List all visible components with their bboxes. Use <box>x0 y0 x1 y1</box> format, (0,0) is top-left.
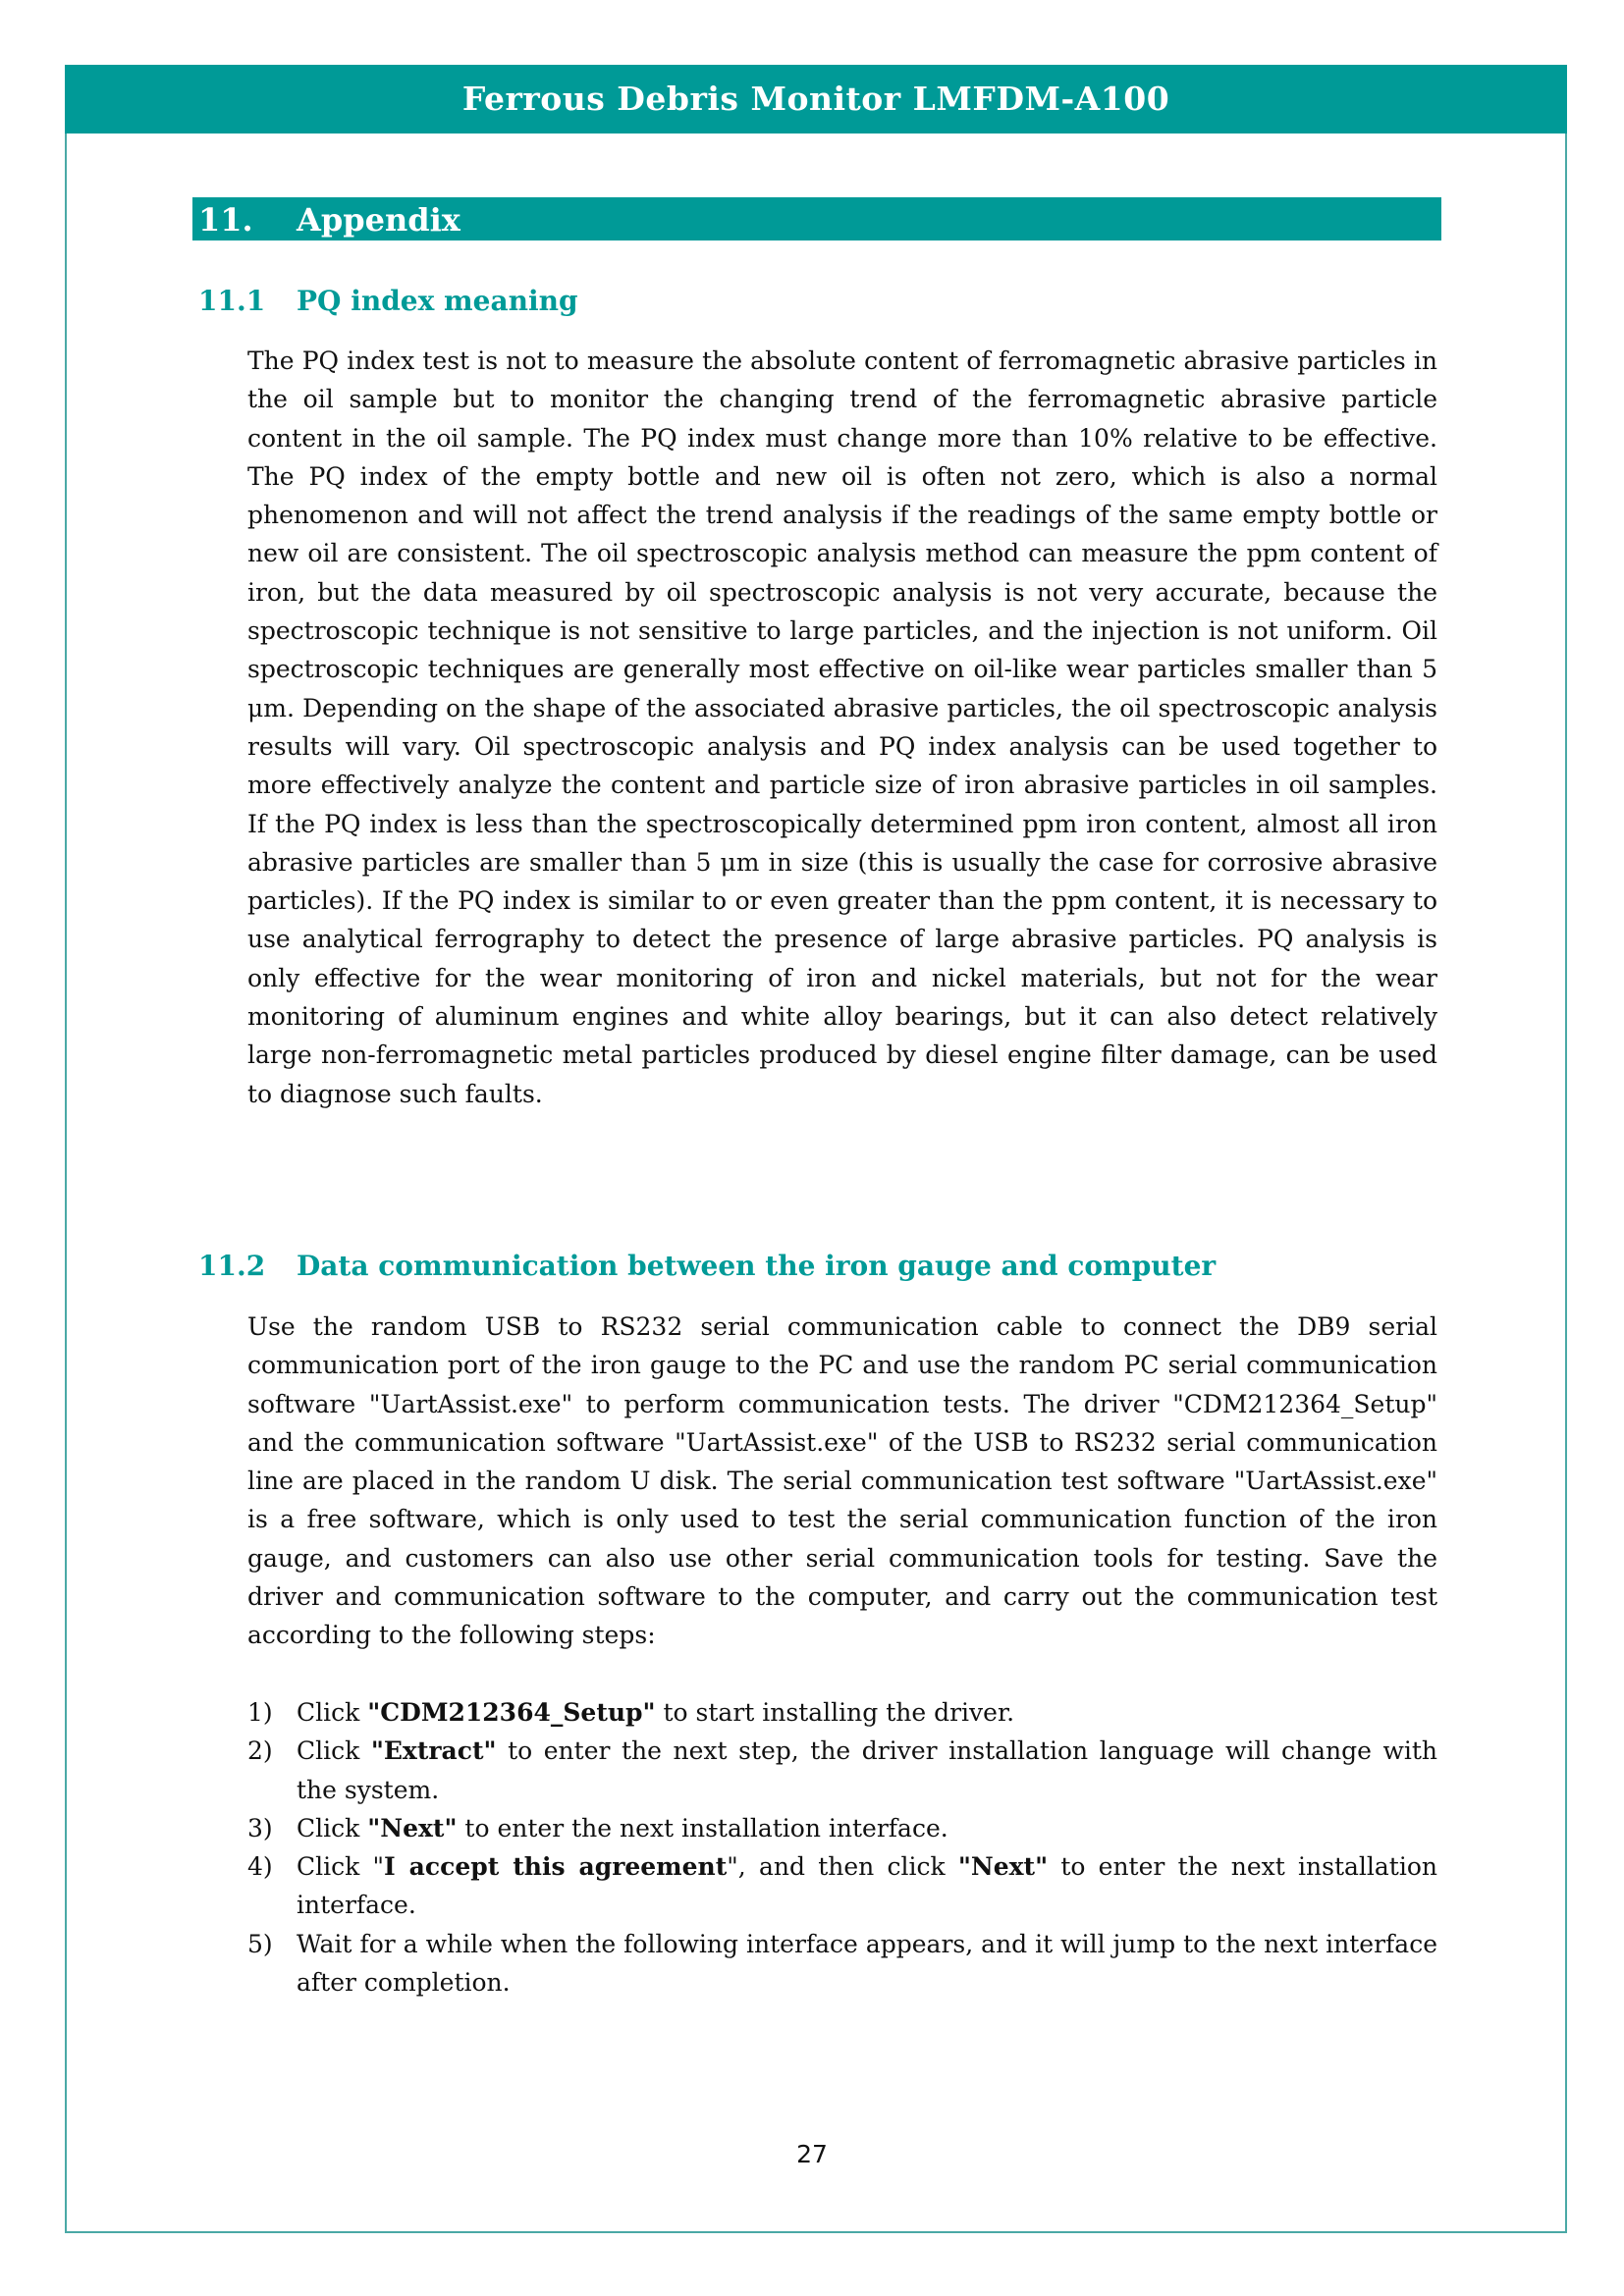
data-communication-paragraph: Use the random USB to RS232 serial communication cable to connect the DB9 serial communication port of the iron gauge to the PC and use the random PC serial communication software "UartAssist.exe" to perform communication tests. The driver "CDM212364_Setup" and the communication software "UartAssist.exe" of the USB to RS232 serial communication line are placed in the random U disk. The serial communication test software "UartAssist.exe" is a free software, which is only used to test the serial communication function of the iron gauge, and customers can also use other serial communication tools for testing. Save the driver and communication software to the computer, and carry out the communication test according to the following steps: <box>247 1312 1437 1650</box>
step-text: ", and then click <box>727 1852 958 1882</box>
section-heading <box>192 197 1441 240</box>
step-number: 1) <box>247 1698 273 1727</box>
step-text: Click <box>297 1813 368 1842</box>
step-text: to enter the next step, the driver installation language will change with the system. <box>297 1736 1438 1804</box>
subsection-number: 11.1 <box>198 285 266 317</box>
step-number: 2) <box>247 1736 273 1766</box>
step-emphasis: "Next" <box>957 1852 1049 1882</box>
step-text: Click <box>297 1736 371 1766</box>
list-item <box>247 1809 1437 1847</box>
step-text: Wait for a while when the following interface appears, and it will jump to the next interface after completion. <box>297 1929 1437 1998</box>
step-emphasis: "Next" <box>367 1813 458 1842</box>
section-number: 11. <box>198 201 253 239</box>
step-text: to enter the next installation interface. <box>457 1813 948 1842</box>
list-item <box>247 1925 1437 2002</box>
step-number: 3) <box>247 1813 273 1842</box>
step-text: Click " <box>297 1852 384 1882</box>
subsection-number: 11.2 <box>198 1250 266 1282</box>
document-title: Ferrous Debris Monitor LMFDM-A100 <box>461 80 1170 118</box>
step-text: to enter the next installation interface. <box>297 1852 1437 1920</box>
step-emphasis: I accept this agreement <box>384 1852 728 1882</box>
step-emphasis: "CDM212364_Setup" <box>367 1698 656 1727</box>
list-item <box>247 1732 1437 1809</box>
section-title: Appendix <box>297 201 460 239</box>
list-item <box>247 1693 1437 1732</box>
step-text: to start installing the driver. <box>655 1698 1015 1727</box>
step-emphasis: "Extract" <box>370 1736 497 1766</box>
step-text: Click <box>297 1698 368 1727</box>
subsection-title: Data communication between the iron gauge and computer <box>297 1250 1217 1282</box>
page-number: 27 <box>796 2140 828 2168</box>
subsection-title: PQ index meaning <box>297 285 578 317</box>
step-number: 4) <box>247 1852 273 1882</box>
installation-steps <box>247 1693 1437 2002</box>
list-item <box>247 1847 1437 1925</box>
pq-index-paragraph: The PQ index test is not to measure the absolute content of ferromagnetic abrasive particles in the oil sample but to monitor the changing trend of the ferromagnetic abrasive particle content in the oil sample. The PQ index must change more than 10% relative to be effective. The PQ index of the empty bottle and new oil is often not zero, which is also a normal phenomenon and will not affect the trend analysis if the readings of the same empty bottle or new oil are consistent. The oil spectroscopic analysis method can measure the ppm content of iron, but the data measured by oil spectroscopic analysis is not very accurate, because the spectroscopic technique is not sensitive to large particles, and the injection is not uniform. Oil spectroscopic techniques are generally most effective on oil-like wear particles smaller than 5 μm. Depending on the shape of the associated abrasive particles, the oil spectroscopic analysis results will vary. Oil spectroscopic analysis and PQ index analysis can be used together to more effectively analyze the content and particle size of iron abrasive particles in oil samples. If the PQ index is less than the spectroscopically determined ppm iron content, almost all iron abrasive particles are smaller than 5 μm in size (this is usually the case for corrosive abrasive particles). If the PQ index is similar to or even greater than the ppm content, it is necessary to use analytical ferrography to detect the presence of large abrasive particles. PQ analysis is only effective for the wear monitoring of iron and nickel materials, but not for the wear monitoring of aluminum engines and white alloy bearings, but it can also detect relatively large non-ferromagnetic metal particles produced by diesel engine filter damage, can be used to diagnose such faults. <box>247 347 1437 1108</box>
document-header <box>65 65 1567 133</box>
step-number: 5) <box>247 1929 273 1958</box>
